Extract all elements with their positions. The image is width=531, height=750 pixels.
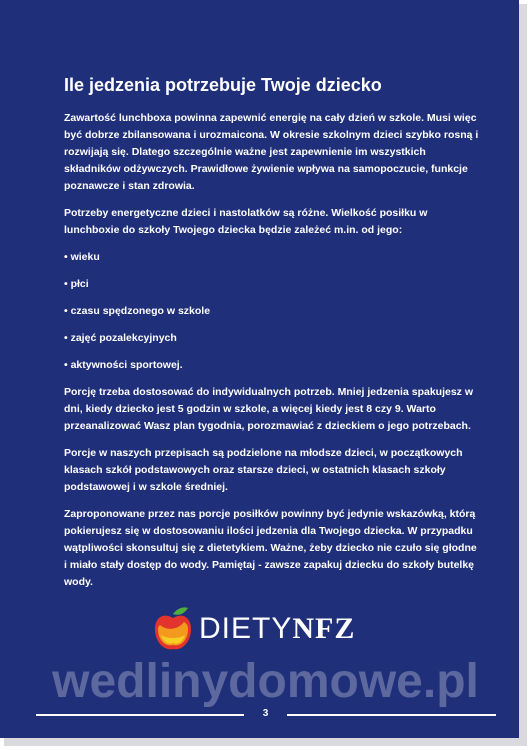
footer-divider-left (36, 714, 244, 716)
apple-icon (153, 604, 193, 654)
intro-paragraph: Zawartość lunchboxa powinna zapewnić energię na cały dzień w szkole. Musi więc być dobrze zbilansowana i urozmaicona. W okresie szkolnym dzieci szybko rosną i rozwijają się. Dlatego szczególnie ważne jest zapewnienie im wszystkich składników odżywczych. Prawidłowe żywienie wpływa na samopoczucie, funkcje poznawcze i stan zdrowia. (64, 112, 479, 192)
diety-nfz-logo (153, 604, 355, 654)
list-item: • wieku (64, 251, 100, 263)
footer-divider-right (287, 714, 496, 716)
page-content (64, 74, 479, 601)
watermark-text: wedlinydomowe.pl (52, 655, 479, 708)
needs-paragraph: Potrzeby energetyczne dzieci i nastolatków są różne. Wielkość posiłku w lunchboxie do szkoły Twojego dziecka będzie zależeć m.in. od jego: (64, 207, 428, 236)
page-shadow-right (519, 4, 527, 742)
factor-list (64, 249, 479, 374)
age-groups-paragraph: Porcje w naszych przepisach są podzielone na młodsze dzieci, w początkowych klasach szkół podstawowych oraz starsze dzieci, w ostatnich klasach szkoły podstawowej i w szkole średniej. (64, 447, 463, 493)
guidance-paragraph: Zaproponowane przez nas porcje posiłków powinny być jedynie wskazówką, którą pokierujesz się w dostosowaniu ilości jedzenia dla Twojego dziecka. W przypadku wątpliwości skonsultuj się z dietetykiem. Ważne, żeby dziecko nie czuło się głodne i miało stały dostęp do wody. Pamiętaj - zawsze zapakuj dziecku do szkoły butelkę wody. (64, 508, 477, 588)
page-number: 3 (262, 708, 269, 719)
list-item: • czasu spędzonego w szkole (64, 305, 211, 317)
portion-paragraph: Porcję trzeba dostosować do indywidualnych potrzeb. Mniej jedzenia spakujesz w dni, kiedy dziecko jest 5 godzin w szkole, a więcej kiedy jest 8 czy 9. Warto przeanalizować Wasz plan tygodnia, porozmawiać z dzieckiem o jego potrzebach. (64, 386, 474, 432)
page-shadow-bottom (4, 738, 527, 746)
page-title: Ile jedzenia potrzebuje Twoje dziecko (64, 75, 382, 95)
list-item: • płci (64, 278, 89, 290)
logo-word-nfz: NFZ (292, 612, 356, 645)
logo-word-diety: DIETY (199, 612, 293, 645)
list-item: • zajęć pozalekcyjnych (64, 332, 177, 344)
list-item: • aktywności sportowej. (64, 359, 183, 371)
logo-wordmark (199, 604, 355, 654)
